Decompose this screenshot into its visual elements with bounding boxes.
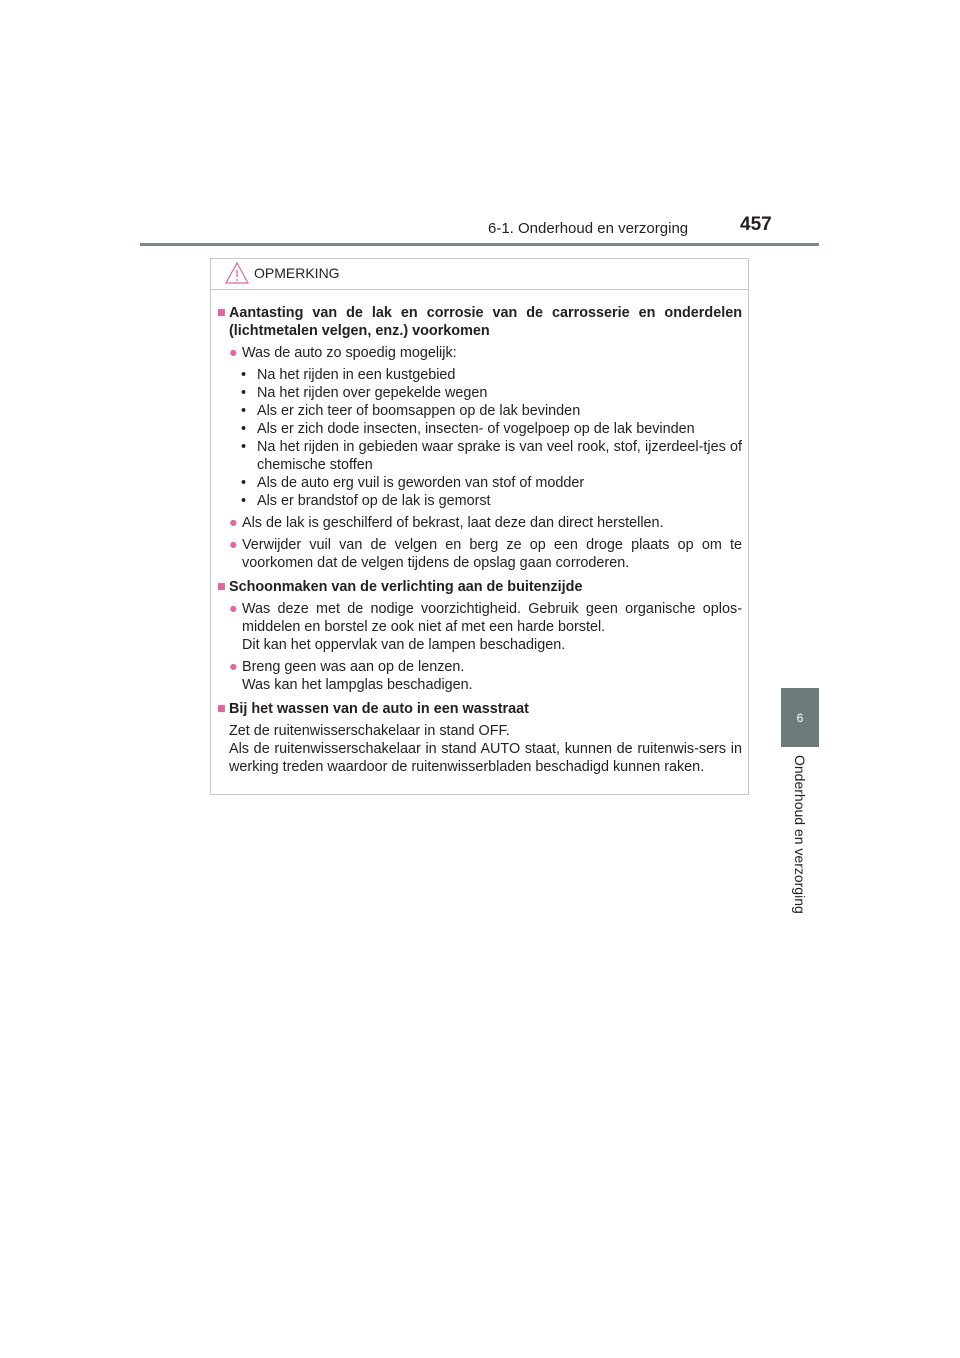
square-bullet-icon: ■ <box>217 305 226 321</box>
section-heading-text: Bij het wassen van de auto in een wasstraat <box>229 701 529 717</box>
bullet-item <box>229 658 742 694</box>
section-heading <box>217 304 742 340</box>
circle-bullet-icon: ● <box>229 601 238 617</box>
bullet-item <box>229 600 742 654</box>
sub-item: • Als er zich teer of boomsappen op de lak bevinden <box>241 403 581 419</box>
section-heading <box>217 700 742 718</box>
bullet-text: Breng geen was aan op de lenzen. <box>242 659 465 675</box>
chapter-number: 6 <box>796 710 804 725</box>
bullet-item <box>229 514 742 532</box>
page-number: 457 <box>740 214 772 235</box>
sub-item: • Na het rijden in een kustgebied <box>241 367 456 383</box>
sub-item: • Als er zich dode insecten, insecten- of vogelpoep op de lak bevinden <box>241 421 695 437</box>
circle-bullet-icon: ● <box>229 345 238 361</box>
header-rule <box>140 243 819 246</box>
circle-bullet-icon: ● <box>229 515 238 531</box>
bullet-text: Verwijder vuil van de velgen en berg ze op een droge plaats op om te voorkomen dat de velgen tijdens de opslag gaan corroderen. <box>242 537 742 571</box>
square-bullet-icon: ■ <box>217 579 226 595</box>
section-heading <box>217 578 742 596</box>
notice-title: OPMERKING <box>254 265 340 281</box>
bullet-text: Was deze met de nodige voorzichtigheid. Gebruik geen organische oplos-middelen en borstel ze ook niet af met een harde borstel. <box>242 601 742 635</box>
chapter-label-text: Onderhoud en verzorging <box>792 755 808 914</box>
chapter-label <box>781 755 819 925</box>
circle-bullet-icon: ● <box>229 659 238 675</box>
warning-triangle-icon <box>225 261 249 285</box>
bullet-text-extra: Dit kan het oppervlak van de lampen beschadigen. <box>242 637 566 653</box>
circle-bullet-icon: ● <box>229 537 238 553</box>
square-bullet-icon: ■ <box>217 701 226 717</box>
bullet-text: Als de lak is geschilferd of bekrast, laat deze dan direct herstellen. <box>242 515 664 531</box>
paragraph: Als de ruitenwisserschakelaar in stand AUTO staat, kunnen de ruitenwis-sers in werking treden waardoor de ruitenwisserbladen beschadigd kunnen raken. <box>229 741 742 775</box>
sub-item: • Na het rijden in gebieden waar sprake is van veel rook, stof, ijzerdeel-tjes of chemische stoffen <box>241 439 742 473</box>
paragraph: Zet de ruitenwisserschakelaar in stand OFF. <box>229 723 510 739</box>
notice-box <box>210 258 749 795</box>
notice-header <box>211 259 748 290</box>
section-heading-text: Schoonmaken van de verlichting aan de buitenzijde <box>229 579 583 595</box>
bullet-text: Was de auto zo spoedig mogelijk: <box>242 345 457 361</box>
chapter-tab <box>781 688 819 747</box>
sub-list <box>229 366 742 510</box>
sub-item: • Als er brandstof op de lak is gemorst <box>241 493 491 509</box>
bullet-item <box>229 344 742 362</box>
bullet-text-extra: Was kan het lampglas beschadigen. <box>242 677 473 693</box>
notice-body <box>211 290 748 776</box>
section-header: 6-1. Onderhoud en verzorging <box>488 220 689 237</box>
sub-item: • Als de auto erg vuil is geworden van stof of modder <box>241 475 585 491</box>
bullet-item <box>229 536 742 572</box>
sub-item: • Na het rijden over gepekelde wegen <box>241 385 488 401</box>
section-heading-text: Aantasting van de lak en corrosie van de carrosserie en onderdelen (lichtmetalen velgen, enz.) voorkomen <box>229 305 742 339</box>
